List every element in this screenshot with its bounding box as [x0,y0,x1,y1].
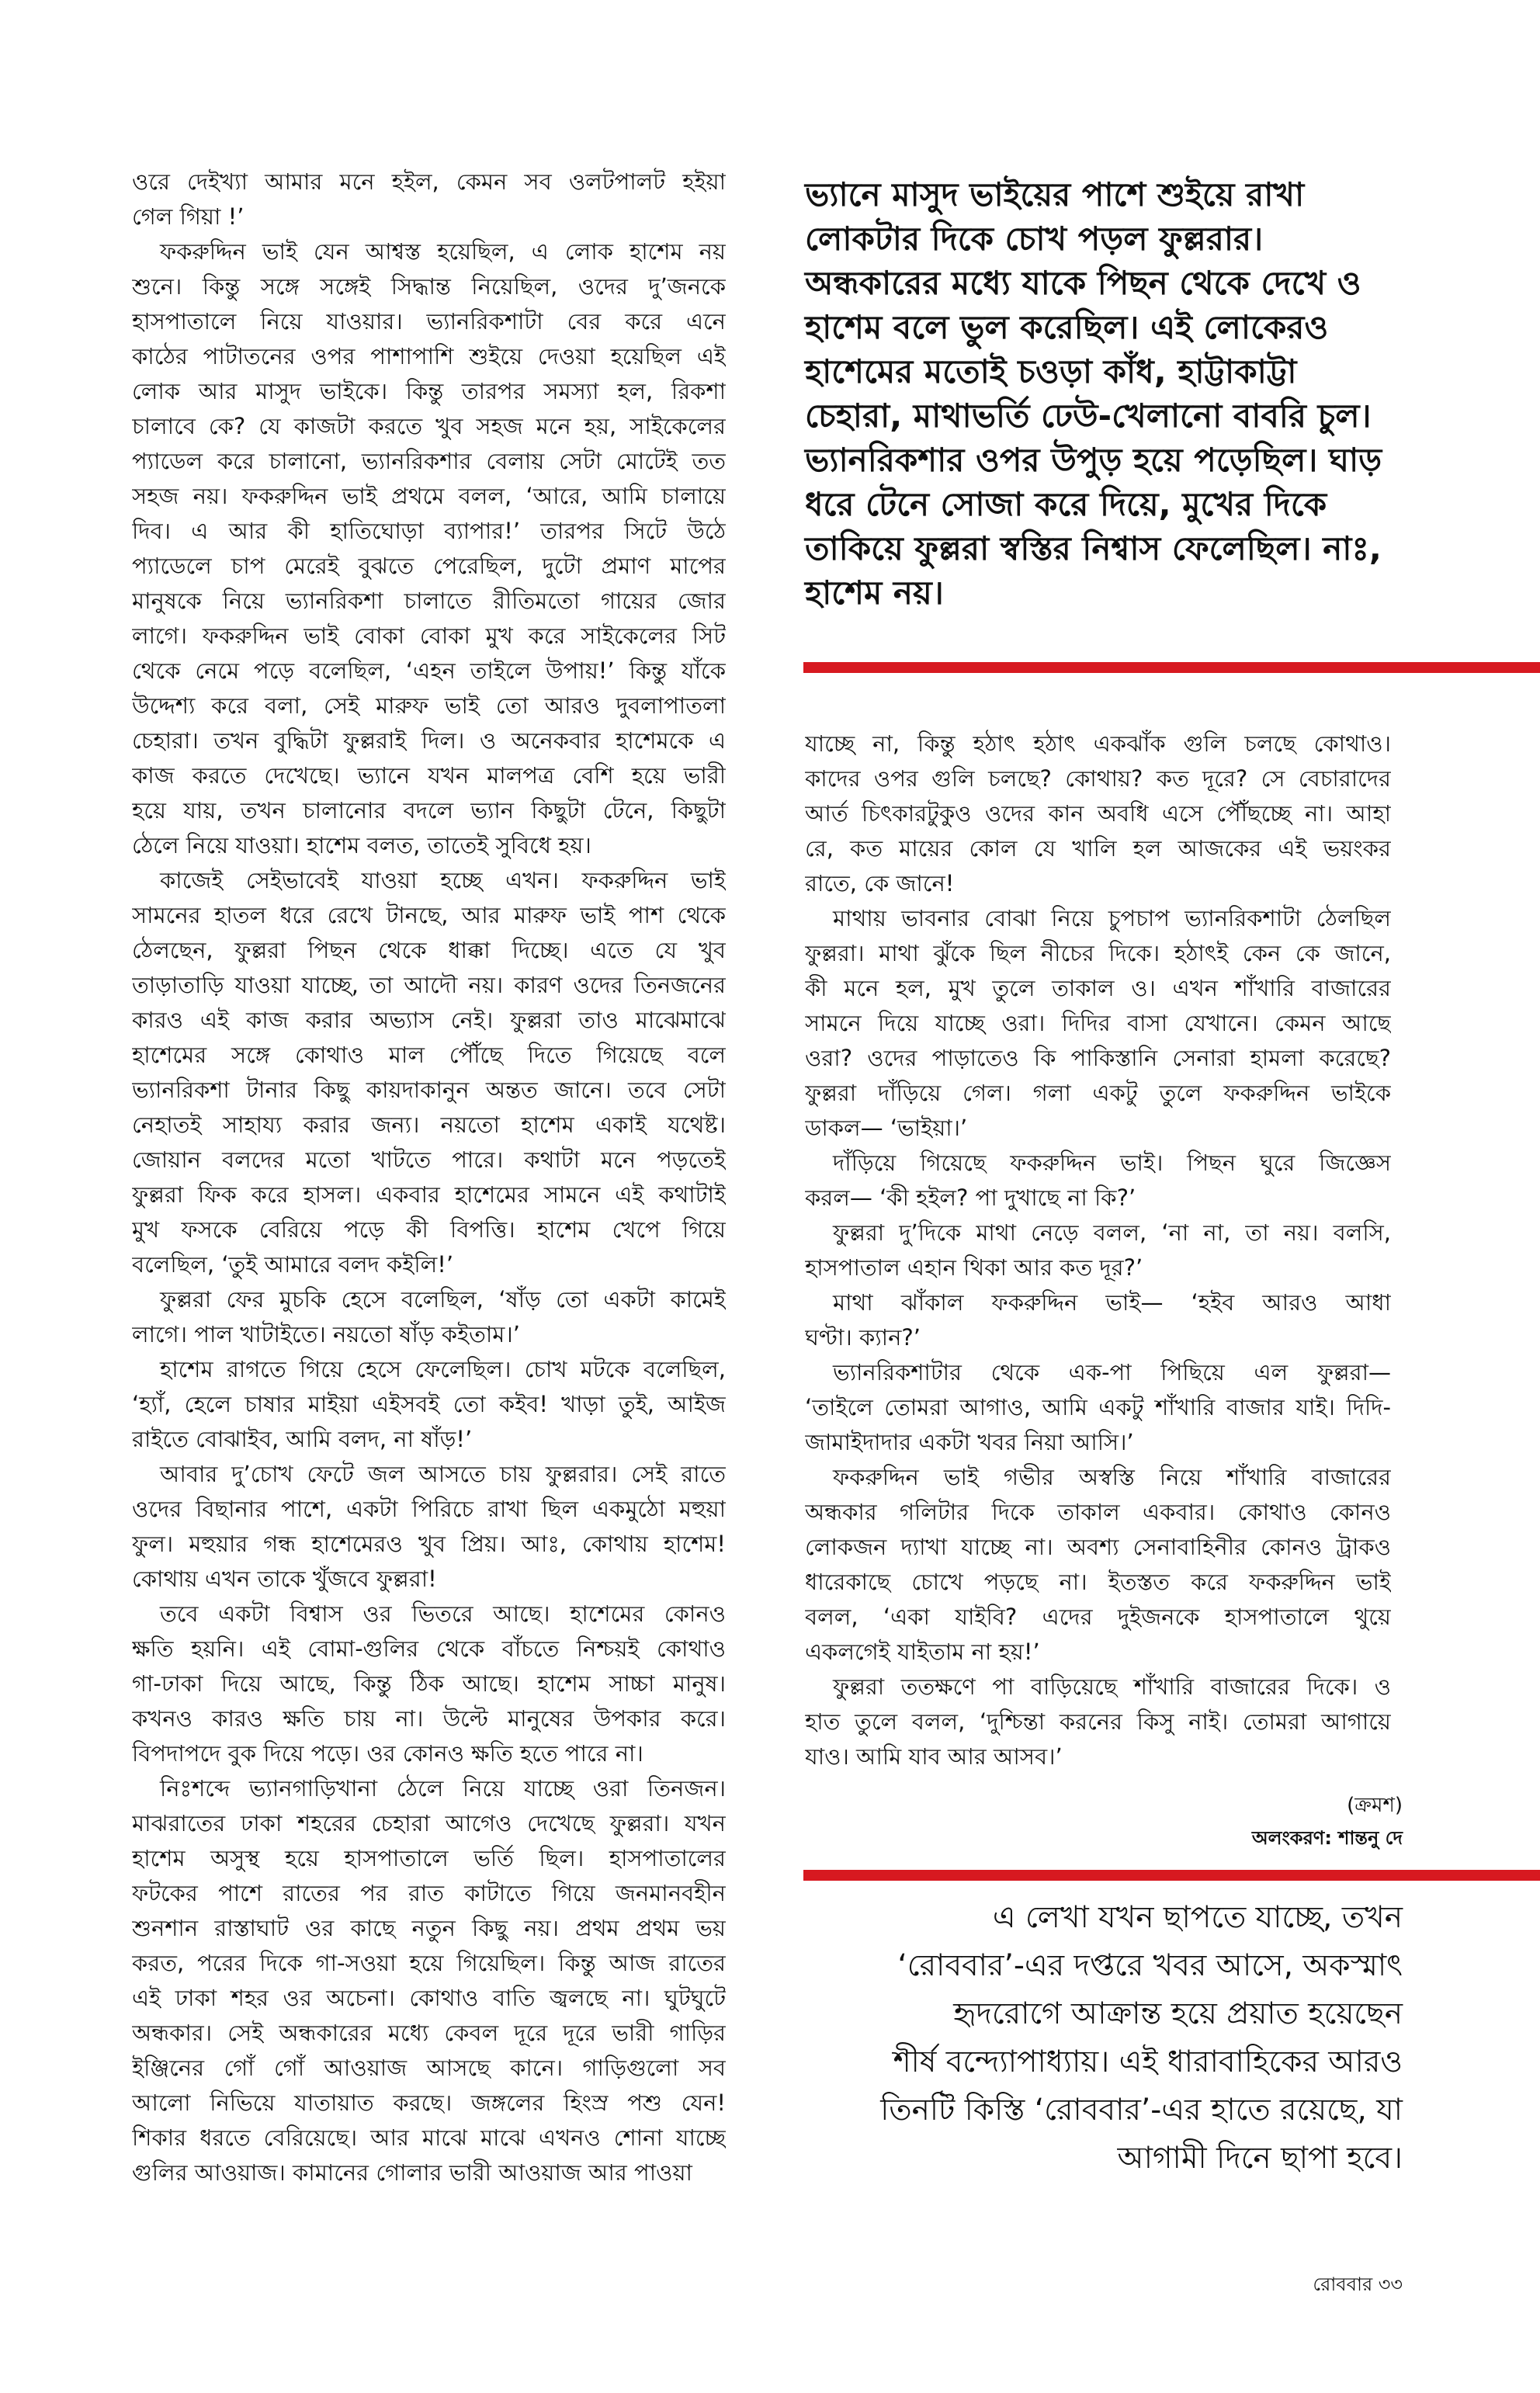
text-line: থেকে নেমে পড়ে বলেছিল, ‘এহন তাইলে উপায়!’ কিন্তু যাঁকে [132,657,726,684]
text-line: গেল গিয়া !’ [132,203,245,230]
text-line: আবার দু’চোখ ফেটে জল আসতে চায় ফুল্লরার। সেই রাতে [160,1461,726,1487]
text-line: রে, কত মায়ের কোল যে খালি হল আজকের এই ভয়ংকর [805,835,1391,862]
text-line: ফুল্লরা ততক্ষণে পা বাড়িয়েছে শাঁখারি বাজারের দিকে। ও [833,1673,1391,1700]
text-line: চালাবে কে? যে কাজটা করতে খুব সহজ মনে হয়, সাইকেলের [132,413,726,439]
text-line: মানুষকে নিয়ে ভ্যানরিকশা চালাতে রীতিমতো গায়ের জোর [132,588,726,614]
notice-line: হৃদরোগে আক্রান্ত হয়ে প্রয়াত হয়েছেন [953,1996,1403,2031]
text-line: ঠেলে নিয়ে যাওয়া। হাশেম বলত, তাতেই সুবিধে হয়। [132,832,591,858]
text-line: ওদের বিছানার পাশে, একটা পিরিচে রাখা ছিল একমুঠো মহুয়া [132,1496,726,1522]
text-line: ওরা? ওদের পাড়াতেও কি পাকিস্তানি সেনারা হামলা করেছে? [805,1045,1391,1071]
text-line: লাগে। ফকরুদ্দিন ভাই বোকা বোকা মুখ করে সাইকেলের সিট [132,623,726,649]
text-line: কাদের ওপর গুলি চলছে? কোথায়? কত দূরে? সে বেচারাদের [805,765,1391,792]
text-line: ভ্যানরিকশাটার থেকে এক-পা পিছিয়ে এল ফুল্লরা— [833,1359,1391,1386]
pull-quote [805,172,1504,615]
text-line: হয়ে যায়, তখন চালানোর বদলে ভ্যান কিছুটা টেনে, কিছুটা [132,797,726,824]
text-line: সামনে দিয়ে যাচ্ছে ওরা। দিদির বাসা যেখানে। কেমন আছে [805,1010,1391,1036]
text-line: আর্ত চিৎকারটুকুও ওদের কান অবধি এসে পৌঁছচ্ছে না। আহা [805,800,1391,827]
text-line: হাশেম রাগতে গিয়ে হেসে ফেলেছিল। চোখ মটকে বলেছিল, [160,1356,726,1382]
text-line: আলো নিভিয়ে যাতায়াত করছে। জঙ্গলের হিংস্র পশু যেন! [132,2090,726,2116]
text-line: ফুল্লরা দু’দিকে মাথা নেড়ে বলল, ‘না না, তা নয়। বলসি, [833,1219,1391,1246]
paragraph [132,1352,726,1457]
pull-quote-line: ভ্যানরিকশার ওপর উপুড় হয়ে পড়েছিল। ঘাড় [805,441,1382,479]
obituary-notice [766,1894,1403,2183]
text-line: মাথা ঝাঁকাল ফকরুদ্দিন ভাই— ‘হইব আরও আধা [833,1289,1391,1316]
text-line: অন্ধকার। সেই অন্ধকারের মধ্যে কেবল দূরে দূরে ভারী গাড়ির [132,2020,726,2046]
text-line: বিপদাপদে বুক দিয়ে পড়ে। ওর কোনও ক্ষতি হতে পারে না। [132,1740,643,1767]
paragraph [805,727,1391,901]
notice-line: আগামী দিনে ছাপা হবে। [1117,2141,1403,2176]
text-line: করত, পরের দিকে গা-সওয়া হয়ে গিয়েছিল। কিন্তু আজ রাতের [132,1950,726,1976]
paragraph [805,1460,1391,1670]
text-line: নিঃশব্দে ভ্যানগাড়িখানা ঠেলে নিয়ে যাচ্ছে ওরা তিনজন। [160,1775,726,1802]
text-line: হাসপাতাল এহান থিকা আর কত দূর?’ [805,1254,1143,1281]
text-line: তবে একটা বিশ্বাস ওর ভিতরে আছে। হাশেমের কোনও [160,1601,726,1627]
text-line: কোথায় এখন তাকে খুঁজবে ফুল্লরা! [132,1566,437,1592]
text-line: কাজ করতে দেখেছে। ভ্যানে যখন মালপত্র বেশি হয়ে ভারী [132,762,726,789]
paragraph [132,1597,726,1771]
text-line: ফকরুদ্দিন ভাই গভীর অস্বস্তি নিয়ে শাঁখারি বাজারের [833,1464,1391,1490]
text-line: বলেছিল, ‘তুই আমারে বলদ কইলি!’ [132,1251,454,1278]
paragraph [132,165,726,234]
pull-quote-line: তাকিয়ে ফুল্লরা স্বস্তির নিশ্বাস ফেলেছিল। নাঃ, [805,529,1382,567]
pull-quote-line: চেহারা, মাথাভর্তি ঢেউ-খেলানো বাবরি চুল। [805,397,1372,435]
pull-quote-line: হাশেমের মতোই চওড়া কাঁধ, হাট্টাকাট্টা [805,352,1297,390]
text-line: ভ্যানরিকশা টানার কিছু কায়দাকানুন অন্তত জানে। তবে সেটা [132,1077,726,1103]
text-line: লোক আর মাসুদ ভাইকে। কিন্তু তারপর সমস্যা হল, রিকশা [132,378,726,404]
text-line: ফুল্লরা ফের মুচকি হেসে বলেছিল, ‘ষাঁড় তো একটা কামেই [160,1286,726,1313]
text-line: ফটকের পাশে রাতের পর রাত কাটাতে গিয়ে জনমানবহীন [132,1880,726,1906]
paragraph [805,1355,1391,1460]
pull-quote-line: অন্ধকারের মধ্যে যাকে পিছন থেকে দেখে ও [805,264,1361,302]
pull-quote-line: হাশেম নয়। [805,574,944,612]
paragraph [805,1146,1391,1216]
pull-quote-line: ধরে টেনে সোজা করে দিয়ে, মুখের দিকে [805,485,1327,523]
paragraph [132,234,726,863]
text-line: রাতে, কে জানে! [805,870,955,897]
text-line: হাশেমের সঙ্গে কোথাও মাল পৌঁছে দিতে গিয়েছে বলে [132,1042,726,1068]
paragraph [805,1285,1391,1355]
text-line: মাঝরাতের ঢাকা শহরের চেহারা আগেও দেখেছে ফুল্লরা। যখন [132,1810,726,1836]
text-line: ধারেকাছে চোখে পড়ছে না। ইতস্তত করে ফকরুদ্দিন ভাই [805,1569,1391,1595]
text-line: হাত তুলে বলল, ‘দুশ্চিন্তা করনের কিসু নাই। তোমরা আগায়ে [805,1708,1391,1735]
text-line: শিকার ধরতে বেরিয়েছে। আর মাঝে মাঝে এখনও শোনা যাচ্ছে [132,2124,726,2151]
text-line: ঠেলছেন, ফুল্লরা পিছন থেকে ধাক্কা দিচ্ছে। এতে যে খুব [132,937,726,963]
text-line: চেহারা। তখন বুদ্ধিটা ফুল্লরাই দিল। ও অনেকবার হাশেমকে এ [132,727,726,754]
text-line: শুনশান রাস্তাঘাট ওর কাছে নতুন কিছু নয়। প্রথম প্রথম ভয় [132,1915,726,1941]
text-line: দিব। এ আর কী হাতিঘোড়া ব্যাপার!’ তারপর সিটে উঠে [132,518,726,544]
text-line: করল— ‘কী হইল? পা দুখাছে না কি?’ [805,1184,1136,1211]
notice-line: তিনটি কিস্তি ‘রোববার’-এর হাতে রয়েছে, যা [880,2093,1403,2128]
text-line: হাশেম অসুস্থ হয়ে হাসপাতালে ভর্তি ছিল। হাসপাতালের [132,1845,726,1871]
text-line: সহজ নয়। ফকরুদ্দিন ভাই প্রথমে বলল, ‘আরে, আমি চালায়ে [132,483,726,509]
text-line: জোয়ান বলদের মতো খাটতে পারে। কথাটা মনে পড়তেই [132,1146,726,1173]
text-line: কাজেই সেইভাবেই যাওয়া হচ্ছে এখন। ফকরুদ্দিন ভাই [160,867,726,893]
text-line: কারও এই কাজ করার অভ্যাস নেই। ফুল্লরা তাও মাঝেমাঝে [132,1007,726,1033]
red-divider-bottom [803,1870,1540,1881]
text-line: ফকরুদ্দিন ভাই যেন আশ্বস্ত হয়েছিল, এ লোক হাশেম নয় [160,238,726,265]
text-line: অন্ধকার গলিটার দিকে তাকাল একবার। কোথাও কোনও [805,1499,1391,1525]
text-line: রাইতে বোঝাইব, আমি বলদ, না ষাঁড়!’ [132,1426,473,1452]
text-line: কখনও কারও ক্ষতি চায় না। উল্টে মানুষের উপকার করে। [132,1705,726,1732]
text-line: প্যাডেল করে চালানো, ভ্যানরিকশার বেলায় সেটা মোটেই তত [132,448,726,474]
text-line: শুনে। কিন্তু সঙ্গে সঙ্গেই সিদ্ধান্ত নিয়েছিল, ওদের দু’জনকে [132,273,726,300]
text-line: ফুল্লরা দাঁড়িয়ে গেল। গলা একটু তুলে ফকরুদ্দিন ভাইকে [805,1080,1391,1106]
text-line: গুলির আওয়াজ। কামানের গোলার ভারী আওয়াজ আর পাওয়া [132,2159,692,2186]
red-divider-top [803,662,1540,673]
text-line: ক্ষতি হয়নি। এই বোমা-গুলির থেকে বাঁচতে নিশ্চয়ই কোথাও [132,1635,726,1662]
pull-quote-line: হাশেম বলে ভুল করেছিল। এই লোকেরও [805,308,1329,346]
left-text-column [132,165,726,2190]
paragraph [805,1670,1391,1774]
to-be-continued-label: (ক্রমশ) [1347,1794,1403,1817]
notice-line: ‘রোববার’-এর দপ্তরে খবর আসে, অকস্মাৎ [897,1948,1403,1983]
paragraph [805,901,1391,1146]
text-line: উদ্দেশ্য করে বলা, সেই মারুফ ভাই তো আরও দুবলাপাতলা [132,692,726,719]
text-line: কী মনে হল, মুখ তুলে তাকাল ও। এখন শাঁখারি বাজারের [805,975,1391,1001]
text-line: সামনের হাতল ধরে রেখে টানছে, আর মারুফ ভাই পাশ থেকে [132,902,726,928]
text-line: ‘তাইলে তোমরা আগাও, আমি একটু শাঁখারি বাজার যাই। দিদি- [805,1394,1391,1420]
text-line: লোকজন দ্যাখা যাচ্ছে না। অবশ্য সেনাবাহিনীর কোনও ট্রাকও [805,1534,1391,1560]
paragraph [132,863,726,1282]
pull-quote-line: লোকটার দিকে চোখ পড়ল ফুল্লরার। [805,220,1264,258]
text-line: ফুল। মহুয়ার গন্ধ হাশেমেরও খুব প্রিয়। আঃ, কোথায় হাশেম! [132,1531,726,1557]
paragraph [132,1771,726,2190]
text-line: এই ঢাকা শহর ওর অচেনা। কোথাও বাতি জ্বলছে না। ঘুটঘুটে [132,1985,726,2011]
text-line: প্যাডেলে চাপ মেরেই বুঝতে পেরেছিল, দুটো প্রমাণ মাপের [132,553,726,579]
pull-quote-line: ভ্যানে মাসুদ ভাইয়ের পাশে শুইয়ে রাখা [805,175,1305,213]
text-line: মাথায় ভাবনার বোঝা নিয়ে চুপচাপ ভ্যানরিকশাটা ঠেলছিল [833,905,1391,931]
paragraph [132,1457,726,1597]
text-line: ‘হ্যাঁ, হেলে চাষার মাইয়া এইসবই তো কইব! খাড়া তুই, আইজ [132,1391,726,1417]
text-line: লাগে। পাল খাটাইতে। নয়তো ষাঁড় কইতাম।’ [132,1321,520,1347]
text-line: যাচ্ছে না, কিন্তু হঠাৎ হঠাৎ একঝাঁক গুলি চলছে কোথাও। [805,730,1391,757]
text-line: ফুল্লরা ফিক করে হাসল। একবার হাশেমের সামনে এই কথাটাই [132,1181,726,1208]
text-line: ডাকল— ‘ভাইয়া।’ [805,1115,968,1141]
text-line: নেহাতই সাহায্য করার জন্য। নয়তো হাশেম একাই যথেষ্ট। [132,1112,726,1138]
text-line: ঘণ্টা। ক্যান?’ [805,1324,921,1351]
text-line: মুখ ফসকে বেরিয়ে পড়ে কী বিপত্তি। হাশেম খেপে গিয়ে [132,1216,726,1243]
text-line: বলল, ‘একা যাইবি? এদের দুইজনকে হাসপাতালে থুয়ে [805,1604,1391,1630]
notice-line: এ লেখা যখন ছাপতে যাচ্ছে, তখন [992,1900,1403,1935]
notice-line: শীর্ষ বন্দ্যোপাধ্যায়। এই ধারাবাহিকের আরও [893,2044,1403,2079]
text-line: একলগেই যাইতাম না হয়!’ [805,1639,1040,1665]
text-line: ওরে দেইখ্যা আমার মনে হইল, কেমন সব ওলটপালট হইয়া [132,168,726,195]
text-line: গা-ঢাকা দিয়ে আছে, কিন্তু ঠিক আছে। হাশেম সাচ্চা মানুষ। [132,1670,726,1697]
text-line: ইঞ্জিনের গোঁ গোঁ আওয়াজ আসছে কানে। গাড়িগুলো সব [132,2055,726,2081]
paragraph [805,1216,1391,1285]
text-line: ফুল্লরা। মাথা ঝুঁকে ছিল নীচের দিকে। হঠাৎই কেন কে জানে, [805,940,1391,966]
text-line: দাঁড়িয়ে গিয়েছে ফকরুদ্দিন ভাই। পিছন ঘুরে জিজ্ঞেস [833,1150,1391,1176]
text-line: জামাইদাদার একটা খবর নিয়া আসি।’ [805,1429,1134,1455]
paragraph [132,1282,726,1352]
page-number: রোববার ৩৩ [1313,2273,1403,2295]
text-line: তাড়াতাড়ি যাওয়া যাচ্ছে, তা আদৌ নয়। কারণ ওদের তিনজনের [132,972,726,998]
text-line: যাও। আমি যাব আর আসব।’ [805,1743,1063,1770]
text-line: হাসপাতালে নিয়ে যাওয়ার। ভ্যানরিকশাটা বের করে এনে [132,308,726,335]
illustration-credit: অলংকরণ: শান্তনু দে [1251,1827,1403,1849]
text-line: কাঠের পাটাতনের ওপর পাশাপাশি শুইয়ে দেওয়া হয়েছিল এই [132,343,726,369]
right-text-column [805,727,1391,1774]
